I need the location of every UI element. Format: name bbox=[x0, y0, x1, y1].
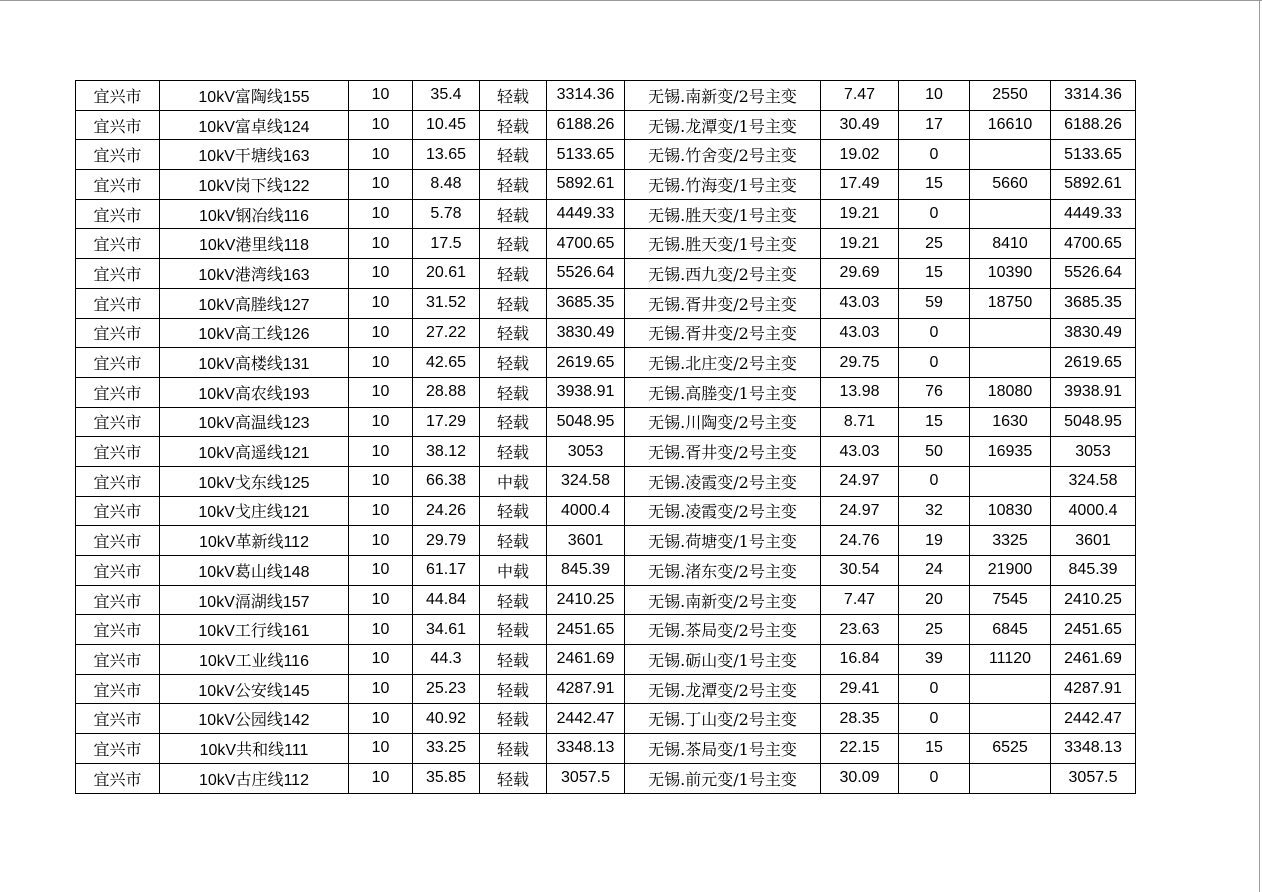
table-row bbox=[76, 229, 1136, 259]
load-status-cell: 轻载 bbox=[480, 288, 547, 318]
transformer-cell: 无锡.渚东变/2号主变 bbox=[625, 556, 821, 586]
load-status-cell: 轻载 bbox=[480, 259, 547, 289]
transformer-cell: 无锡.茶局变/1号主变 bbox=[625, 734, 821, 764]
table-row bbox=[76, 110, 1136, 140]
transformer-cell: 无锡.南新变/2号主变 bbox=[625, 585, 821, 615]
city-cell: 宜兴市 bbox=[76, 318, 160, 348]
remaining-capacity-cell: 2410.25 bbox=[1051, 585, 1136, 615]
available-capacity-cell: 3314.36 bbox=[547, 81, 625, 111]
capacity-cell: 1630 bbox=[970, 407, 1051, 437]
user-count-cell: 0 bbox=[899, 348, 970, 378]
capacity-cell bbox=[970, 348, 1051, 378]
table-row bbox=[76, 704, 1136, 734]
city-cell: 宜兴市 bbox=[76, 348, 160, 378]
line-name-cell: 10kV钢冶线116 bbox=[160, 199, 349, 229]
user-count-cell: 25 bbox=[899, 615, 970, 645]
load-rate-cell: 33.25 bbox=[413, 734, 480, 764]
line-name-cell: 10kV富卓线124 bbox=[160, 110, 349, 140]
transformer-load-rate-cell: 19.21 bbox=[821, 199, 899, 229]
voltage-cell: 10 bbox=[349, 259, 413, 289]
transformer-load-rate-cell: 19.21 bbox=[821, 229, 899, 259]
table-row bbox=[76, 674, 1136, 704]
transformer-load-rate-cell: 30.49 bbox=[821, 110, 899, 140]
transformer-load-rate-cell: 23.63 bbox=[821, 615, 899, 645]
city-cell: 宜兴市 bbox=[76, 110, 160, 140]
user-count-cell: 0 bbox=[899, 318, 970, 348]
available-capacity-cell: 5892.61 bbox=[547, 170, 625, 200]
user-count-cell: 76 bbox=[899, 377, 970, 407]
transformer-cell: 无锡.南新变/2号主变 bbox=[625, 81, 821, 111]
transformer-cell: 无锡.荷塘变/1号主变 bbox=[625, 526, 821, 556]
available-capacity-cell: 2461.69 bbox=[547, 645, 625, 675]
table-row bbox=[76, 615, 1136, 645]
city-cell: 宜兴市 bbox=[76, 199, 160, 229]
table-row bbox=[76, 140, 1136, 170]
transformer-load-rate-cell: 24.76 bbox=[821, 526, 899, 556]
user-count-cell: 24 bbox=[899, 556, 970, 586]
line-name-cell: 10kV工业线116 bbox=[160, 645, 349, 675]
transformer-load-rate-cell: 24.97 bbox=[821, 466, 899, 496]
user-count-cell: 32 bbox=[899, 496, 970, 526]
transformer-cell: 无锡.丁山变/2号主变 bbox=[625, 704, 821, 734]
transformer-cell: 无锡.竹舍变/2号主变 bbox=[625, 140, 821, 170]
user-count-cell: 50 bbox=[899, 437, 970, 467]
line-name-cell: 10kV戈东线125 bbox=[160, 466, 349, 496]
table-row bbox=[76, 496, 1136, 526]
voltage-cell: 10 bbox=[349, 318, 413, 348]
table-row bbox=[76, 645, 1136, 675]
remaining-capacity-cell: 3938.91 bbox=[1051, 377, 1136, 407]
line-name-cell: 10kV港湾线163 bbox=[160, 259, 349, 289]
transformer-cell: 无锡.砺山变/1号主变 bbox=[625, 645, 821, 675]
load-status-cell: 轻载 bbox=[480, 110, 547, 140]
transformer-load-rate-cell: 29.41 bbox=[821, 674, 899, 704]
transformer-load-rate-cell: 22.15 bbox=[821, 734, 899, 764]
city-cell: 宜兴市 bbox=[76, 734, 160, 764]
available-capacity-cell: 324.58 bbox=[547, 466, 625, 496]
transformer-load-rate-cell: 30.54 bbox=[821, 556, 899, 586]
capacity-cell: 3325 bbox=[970, 526, 1051, 556]
table-body bbox=[76, 81, 1136, 794]
capacity-cell bbox=[970, 674, 1051, 704]
available-capacity-cell: 2451.65 bbox=[547, 615, 625, 645]
city-cell: 宜兴市 bbox=[76, 288, 160, 318]
load-status-cell: 轻载 bbox=[480, 674, 547, 704]
transformer-load-rate-cell: 13.98 bbox=[821, 377, 899, 407]
line-name-cell: 10kV高塍线127 bbox=[160, 288, 349, 318]
capacity-cell: 18080 bbox=[970, 377, 1051, 407]
transformer-load-rate-cell: 43.03 bbox=[821, 437, 899, 467]
capacity-cell: 16610 bbox=[970, 110, 1051, 140]
transformer-cell: 无锡.胥井变/2号主变 bbox=[625, 437, 821, 467]
available-capacity-cell: 3348.13 bbox=[547, 734, 625, 764]
city-cell: 宜兴市 bbox=[76, 763, 160, 793]
transformer-load-rate-cell: 29.75 bbox=[821, 348, 899, 378]
available-capacity-cell: 2442.47 bbox=[547, 704, 625, 734]
load-rate-cell: 61.17 bbox=[413, 556, 480, 586]
remaining-capacity-cell: 3053 bbox=[1051, 437, 1136, 467]
voltage-cell: 10 bbox=[349, 437, 413, 467]
line-name-cell: 10kV工行线161 bbox=[160, 615, 349, 645]
available-capacity-cell: 4287.91 bbox=[547, 674, 625, 704]
load-rate-cell: 35.4 bbox=[413, 81, 480, 111]
line-name-cell: 10kV港里线118 bbox=[160, 229, 349, 259]
capacity-cell: 16935 bbox=[970, 437, 1051, 467]
load-status-cell: 轻载 bbox=[480, 704, 547, 734]
user-count-cell: 39 bbox=[899, 645, 970, 675]
load-rate-cell: 40.92 bbox=[413, 704, 480, 734]
remaining-capacity-cell: 5048.95 bbox=[1051, 407, 1136, 437]
line-name-cell: 10kV共和线111 bbox=[160, 734, 349, 764]
transformer-load-rate-cell: 28.35 bbox=[821, 704, 899, 734]
line-name-cell: 10kV葛山线148 bbox=[160, 556, 349, 586]
available-capacity-cell: 4700.65 bbox=[547, 229, 625, 259]
line-name-cell: 10kV高工线126 bbox=[160, 318, 349, 348]
remaining-capacity-cell: 2442.47 bbox=[1051, 704, 1136, 734]
load-rate-cell: 28.88 bbox=[413, 377, 480, 407]
available-capacity-cell: 3057.5 bbox=[547, 763, 625, 793]
capacity-cell: 5660 bbox=[970, 170, 1051, 200]
load-status-cell: 中载 bbox=[480, 556, 547, 586]
load-status-cell: 轻载 bbox=[480, 615, 547, 645]
table-row bbox=[76, 81, 1136, 111]
transformer-load-rate-cell: 30.09 bbox=[821, 763, 899, 793]
voltage-cell: 10 bbox=[349, 734, 413, 764]
load-status-cell: 轻载 bbox=[480, 734, 547, 764]
load-status-cell: 中载 bbox=[480, 466, 547, 496]
table-row bbox=[76, 556, 1136, 586]
voltage-cell: 10 bbox=[349, 466, 413, 496]
voltage-cell: 10 bbox=[349, 170, 413, 200]
table-row bbox=[76, 259, 1136, 289]
load-status-cell: 轻载 bbox=[480, 81, 547, 111]
transformer-cell: 无锡.前元变/1号主变 bbox=[625, 763, 821, 793]
capacity-cell bbox=[970, 140, 1051, 170]
table-row bbox=[76, 526, 1136, 556]
page-top-border bbox=[0, 0, 1262, 1]
transformer-load-rate-cell: 7.47 bbox=[821, 81, 899, 111]
line-name-cell: 10kV戈庄线121 bbox=[160, 496, 349, 526]
capacity-cell bbox=[970, 704, 1051, 734]
line-name-cell: 10kV干塘线163 bbox=[160, 140, 349, 170]
load-status-cell: 轻载 bbox=[480, 526, 547, 556]
user-count-cell: 15 bbox=[899, 259, 970, 289]
city-cell: 宜兴市 bbox=[76, 674, 160, 704]
transformer-cell: 无锡.凌霞变/2号主变 bbox=[625, 496, 821, 526]
city-cell: 宜兴市 bbox=[76, 140, 160, 170]
city-cell: 宜兴市 bbox=[76, 377, 160, 407]
load-status-cell: 轻载 bbox=[480, 229, 547, 259]
transformer-load-rate-cell: 17.49 bbox=[821, 170, 899, 200]
city-cell: 宜兴市 bbox=[76, 229, 160, 259]
available-capacity-cell: 2619.65 bbox=[547, 348, 625, 378]
transformer-load-rate-cell: 43.03 bbox=[821, 318, 899, 348]
load-rate-cell: 20.61 bbox=[413, 259, 480, 289]
capacity-cell: 10390 bbox=[970, 259, 1051, 289]
load-status-cell: 轻载 bbox=[480, 140, 547, 170]
remaining-capacity-cell: 5892.61 bbox=[1051, 170, 1136, 200]
user-count-cell: 20 bbox=[899, 585, 970, 615]
load-status-cell: 轻载 bbox=[480, 170, 547, 200]
table-row bbox=[76, 318, 1136, 348]
city-cell: 宜兴市 bbox=[76, 170, 160, 200]
load-rate-cell: 25.23 bbox=[413, 674, 480, 704]
remaining-capacity-cell: 4000.4 bbox=[1051, 496, 1136, 526]
load-rate-cell: 13.65 bbox=[413, 140, 480, 170]
load-rate-cell: 44.3 bbox=[413, 645, 480, 675]
capacity-cell: 7545 bbox=[970, 585, 1051, 615]
available-capacity-cell: 6188.26 bbox=[547, 110, 625, 140]
table-row bbox=[76, 377, 1136, 407]
remaining-capacity-cell: 3685.35 bbox=[1051, 288, 1136, 318]
remaining-capacity-cell: 5133.65 bbox=[1051, 140, 1136, 170]
available-capacity-cell: 4449.33 bbox=[547, 199, 625, 229]
voltage-cell: 10 bbox=[349, 674, 413, 704]
table-row bbox=[76, 763, 1136, 793]
transformer-cell: 无锡.胜天变/1号主变 bbox=[625, 199, 821, 229]
load-rate-cell: 24.26 bbox=[413, 496, 480, 526]
city-cell: 宜兴市 bbox=[76, 437, 160, 467]
voltage-cell: 10 bbox=[349, 496, 413, 526]
table-row bbox=[76, 348, 1136, 378]
voltage-cell: 10 bbox=[349, 288, 413, 318]
line-name-cell: 10kV滆湖线157 bbox=[160, 585, 349, 615]
load-rate-cell: 34.61 bbox=[413, 615, 480, 645]
user-count-cell: 15 bbox=[899, 407, 970, 437]
city-cell: 宜兴市 bbox=[76, 496, 160, 526]
line-name-cell: 10kV革新线112 bbox=[160, 526, 349, 556]
capacity-cell: 6845 bbox=[970, 615, 1051, 645]
table-row bbox=[76, 734, 1136, 764]
remaining-capacity-cell: 2619.65 bbox=[1051, 348, 1136, 378]
load-rate-cell: 17.5 bbox=[413, 229, 480, 259]
city-cell: 宜兴市 bbox=[76, 407, 160, 437]
transformer-load-rate-cell: 24.97 bbox=[821, 496, 899, 526]
remaining-capacity-cell: 3314.36 bbox=[1051, 81, 1136, 111]
transformer-load-rate-cell: 7.47 bbox=[821, 585, 899, 615]
line-name-cell: 10kV岗下线122 bbox=[160, 170, 349, 200]
capacity-cell bbox=[970, 763, 1051, 793]
transformer-cell: 无锡.高塍变/1号主变 bbox=[625, 377, 821, 407]
available-capacity-cell: 3938.91 bbox=[547, 377, 625, 407]
voltage-cell: 10 bbox=[349, 585, 413, 615]
load-status-cell: 轻载 bbox=[480, 199, 547, 229]
capacity-cell: 2550 bbox=[970, 81, 1051, 111]
load-rate-cell: 35.85 bbox=[413, 763, 480, 793]
load-status-cell: 轻载 bbox=[480, 645, 547, 675]
available-capacity-cell: 3830.49 bbox=[547, 318, 625, 348]
line-name-cell: 10kV高农线193 bbox=[160, 377, 349, 407]
voltage-cell: 10 bbox=[349, 556, 413, 586]
line-name-cell: 10kV富陶线155 bbox=[160, 81, 349, 111]
transformer-load-rate-cell: 8.71 bbox=[821, 407, 899, 437]
transformer-cell: 无锡.龙潭变/2号主变 bbox=[625, 674, 821, 704]
available-capacity-cell: 5526.64 bbox=[547, 259, 625, 289]
table-row bbox=[76, 170, 1136, 200]
voltage-cell: 10 bbox=[349, 377, 413, 407]
load-rate-cell: 31.52 bbox=[413, 288, 480, 318]
table-row bbox=[76, 199, 1136, 229]
available-capacity-cell: 5133.65 bbox=[547, 140, 625, 170]
load-status-cell: 轻载 bbox=[480, 318, 547, 348]
load-status-cell: 轻载 bbox=[480, 496, 547, 526]
transformer-cell: 无锡.凌霞变/2号主变 bbox=[625, 466, 821, 496]
load-rate-cell: 29.79 bbox=[413, 526, 480, 556]
voltage-cell: 10 bbox=[349, 110, 413, 140]
capacity-cell: 10830 bbox=[970, 496, 1051, 526]
user-count-cell: 0 bbox=[899, 674, 970, 704]
transformer-load-rate-cell: 43.03 bbox=[821, 288, 899, 318]
user-count-cell: 0 bbox=[899, 199, 970, 229]
user-count-cell: 19 bbox=[899, 526, 970, 556]
load-status-cell: 轻载 bbox=[480, 377, 547, 407]
city-cell: 宜兴市 bbox=[76, 556, 160, 586]
user-count-cell: 10 bbox=[899, 81, 970, 111]
user-count-cell: 0 bbox=[899, 140, 970, 170]
remaining-capacity-cell: 6188.26 bbox=[1051, 110, 1136, 140]
transformer-load-rate-cell: 16.84 bbox=[821, 645, 899, 675]
user-count-cell: 59 bbox=[899, 288, 970, 318]
remaining-capacity-cell: 3830.49 bbox=[1051, 318, 1136, 348]
table-row bbox=[76, 437, 1136, 467]
transformer-cell: 无锡.茶局变/2号主变 bbox=[625, 615, 821, 645]
voltage-cell: 10 bbox=[349, 140, 413, 170]
line-name-cell: 10kV公安线145 bbox=[160, 674, 349, 704]
capacity-cell: 21900 bbox=[970, 556, 1051, 586]
table-row bbox=[76, 466, 1136, 496]
transformer-load-rate-cell: 19.02 bbox=[821, 140, 899, 170]
remaining-capacity-cell: 3601 bbox=[1051, 526, 1136, 556]
user-count-cell: 15 bbox=[899, 734, 970, 764]
capacity-cell: 11120 bbox=[970, 645, 1051, 675]
load-rate-cell: 8.48 bbox=[413, 170, 480, 200]
transformer-cell: 无锡.北庄变/2号主变 bbox=[625, 348, 821, 378]
capacity-cell bbox=[970, 199, 1051, 229]
voltage-cell: 10 bbox=[349, 81, 413, 111]
voltage-cell: 10 bbox=[349, 704, 413, 734]
available-capacity-cell: 5048.95 bbox=[547, 407, 625, 437]
transformer-cell: 无锡.胜天变/1号主变 bbox=[625, 229, 821, 259]
capacity-cell: 18750 bbox=[970, 288, 1051, 318]
table-row bbox=[76, 288, 1136, 318]
available-capacity-cell: 4000.4 bbox=[547, 496, 625, 526]
voltage-cell: 10 bbox=[349, 348, 413, 378]
distribution-line-load-table bbox=[75, 80, 1136, 794]
load-status-cell: 轻载 bbox=[480, 348, 547, 378]
remaining-capacity-cell: 3348.13 bbox=[1051, 734, 1136, 764]
remaining-capacity-cell: 324.58 bbox=[1051, 466, 1136, 496]
remaining-capacity-cell: 5526.64 bbox=[1051, 259, 1136, 289]
user-count-cell: 0 bbox=[899, 763, 970, 793]
transformer-cell: 无锡.胥井变/2号主变 bbox=[625, 318, 821, 348]
line-name-cell: 10kV古庄线112 bbox=[160, 763, 349, 793]
voltage-cell: 10 bbox=[349, 763, 413, 793]
remaining-capacity-cell: 2461.69 bbox=[1051, 645, 1136, 675]
line-name-cell: 10kV高遥线121 bbox=[160, 437, 349, 467]
load-status-cell: 轻载 bbox=[480, 585, 547, 615]
load-status-cell: 轻载 bbox=[480, 437, 547, 467]
voltage-cell: 10 bbox=[349, 229, 413, 259]
available-capacity-cell: 3053 bbox=[547, 437, 625, 467]
capacity-cell bbox=[970, 466, 1051, 496]
user-count-cell: 0 bbox=[899, 704, 970, 734]
city-cell: 宜兴市 bbox=[76, 645, 160, 675]
city-cell: 宜兴市 bbox=[76, 81, 160, 111]
city-cell: 宜兴市 bbox=[76, 704, 160, 734]
transformer-cell: 无锡.西九变/2号主变 bbox=[625, 259, 821, 289]
available-capacity-cell: 845.39 bbox=[547, 556, 625, 586]
capacity-cell bbox=[970, 318, 1051, 348]
voltage-cell: 10 bbox=[349, 645, 413, 675]
city-cell: 宜兴市 bbox=[76, 466, 160, 496]
load-rate-cell: 38.12 bbox=[413, 437, 480, 467]
transformer-cell: 无锡.龙潭变/1号主变 bbox=[625, 110, 821, 140]
voltage-cell: 10 bbox=[349, 199, 413, 229]
remaining-capacity-cell: 4449.33 bbox=[1051, 199, 1136, 229]
remaining-capacity-cell: 3057.5 bbox=[1051, 763, 1136, 793]
load-rate-cell: 5.78 bbox=[413, 199, 480, 229]
voltage-cell: 10 bbox=[349, 407, 413, 437]
available-capacity-cell: 3601 bbox=[547, 526, 625, 556]
line-name-cell: 10kV高温线123 bbox=[160, 407, 349, 437]
load-rate-cell: 42.65 bbox=[413, 348, 480, 378]
city-cell: 宜兴市 bbox=[76, 615, 160, 645]
table-row bbox=[76, 585, 1136, 615]
line-name-cell: 10kV公园线142 bbox=[160, 704, 349, 734]
remaining-capacity-cell: 4287.91 bbox=[1051, 674, 1136, 704]
line-name-cell: 10kV高楼线131 bbox=[160, 348, 349, 378]
capacity-cell: 6525 bbox=[970, 734, 1051, 764]
transformer-load-rate-cell: 29.69 bbox=[821, 259, 899, 289]
load-rate-cell: 66.38 bbox=[413, 466, 480, 496]
transformer-cell: 无锡.竹海变/1号主变 bbox=[625, 170, 821, 200]
load-status-cell: 轻载 bbox=[480, 407, 547, 437]
table-row bbox=[76, 407, 1136, 437]
load-rate-cell: 44.84 bbox=[413, 585, 480, 615]
user-count-cell: 25 bbox=[899, 229, 970, 259]
capacity-cell: 8410 bbox=[970, 229, 1051, 259]
remaining-capacity-cell: 2451.65 bbox=[1051, 615, 1136, 645]
user-count-cell: 17 bbox=[899, 110, 970, 140]
city-cell: 宜兴市 bbox=[76, 259, 160, 289]
available-capacity-cell: 2410.25 bbox=[547, 585, 625, 615]
city-cell: 宜兴市 bbox=[76, 526, 160, 556]
load-rate-cell: 17.29 bbox=[413, 407, 480, 437]
available-capacity-cell: 3685.35 bbox=[547, 288, 625, 318]
load-rate-cell: 10.45 bbox=[413, 110, 480, 140]
load-status-cell: 轻载 bbox=[480, 763, 547, 793]
voltage-cell: 10 bbox=[349, 615, 413, 645]
transformer-cell: 无锡.川陶变/2号主变 bbox=[625, 407, 821, 437]
city-cell: 宜兴市 bbox=[76, 585, 160, 615]
remaining-capacity-cell: 845.39 bbox=[1051, 556, 1136, 586]
user-count-cell: 15 bbox=[899, 170, 970, 200]
transformer-cell: 无锡.胥井变/2号主变 bbox=[625, 288, 821, 318]
page-right-border bbox=[1259, 0, 1260, 892]
user-count-cell: 0 bbox=[899, 466, 970, 496]
remaining-capacity-cell: 4700.65 bbox=[1051, 229, 1136, 259]
load-rate-cell: 27.22 bbox=[413, 318, 480, 348]
voltage-cell: 10 bbox=[349, 526, 413, 556]
